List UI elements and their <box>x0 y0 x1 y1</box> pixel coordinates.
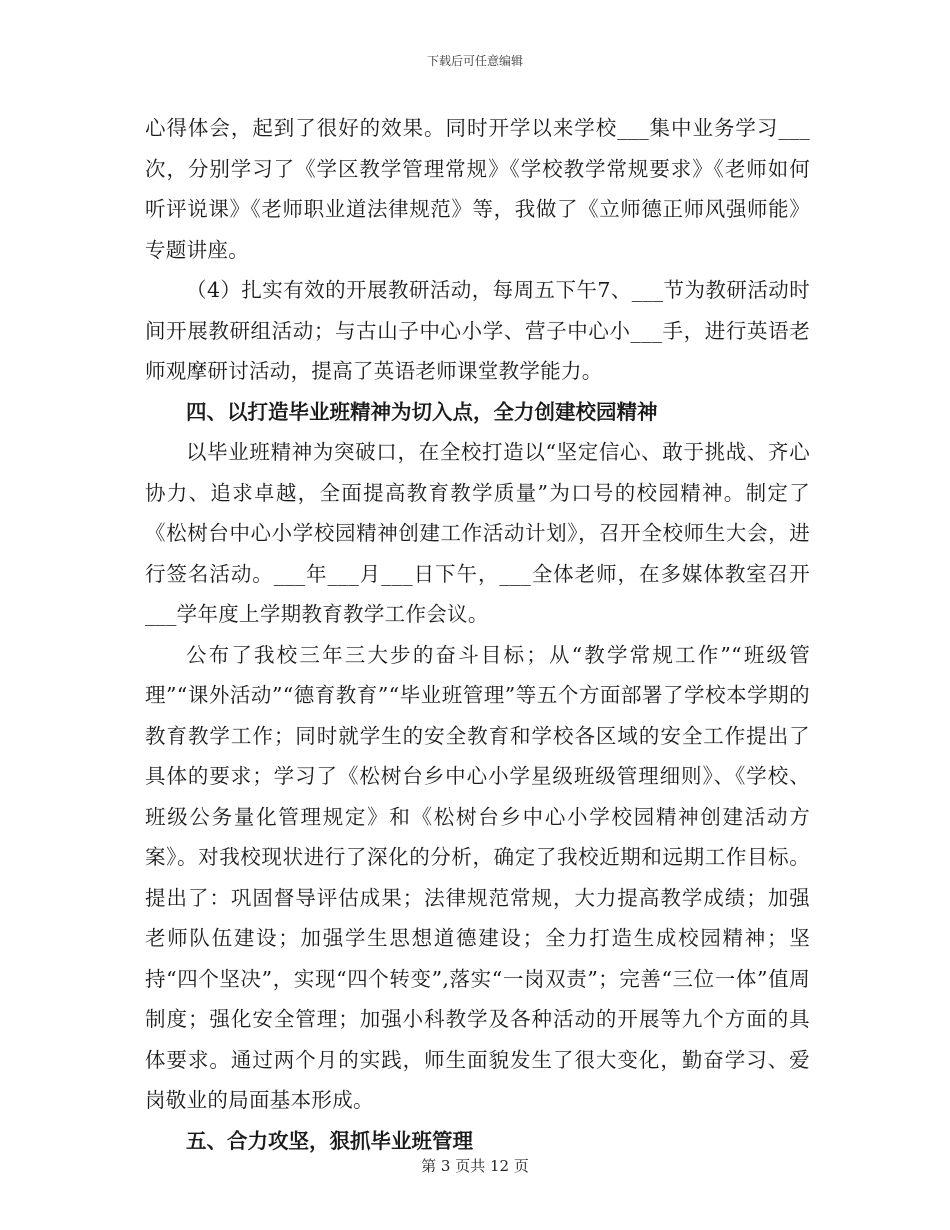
paragraph-campus-spirit: 以毕业班精神为突破口，在全校打造以“坚定信心、敢于挑战、齐心协力、追求卓越，全面提高教育教学质量”为口号的校园精神。制定了《松树台中心小学校园精神创建工作活动计划》，召开全校师生大会，进行签名活动。___年___月___日下午，___全体老师，在多媒体教室召开___学年度上学期教育教学工作会议。 <box>145 440 810 626</box>
paragraph-continuation: 心得体会，起到了很好的效果。同时开学以来学校___集中业务学习___次，分别学习了《学区教学管理常规》《学校教学常规要求》《老师如何听评说课》《老师职业道法律规范》等，我做了《立师德正师风强师能》专题讲座。 <box>145 116 810 262</box>
section-heading-four: 四、以打造毕业班精神为切入点，全力创建校园精神 <box>186 399 658 424</box>
document-body <box>145 108 810 1161</box>
paragraph-goals: 公布了我校三年三大步的奋斗目标；从“教学常规工作”“班级管理”“课外活动”“德育教育”“毕业班管理”等五个方面部署了学校本学期的教育教学工作；同时就学生的安全教育和学校各区域的安全工作提出了具体的要求；学习了《松树台乡中心小学星级班级管理细则》、《学校、班级公务量化管理规定》和《松树台乡中心小学校园精神创建活动方案》。对我校现状进行了深化的分析，确定了我校近期和远期工作目标。提出了：巩固督导评估成果；法律规范常规，大力提高教学成绩；加强老师队伍建设；加强学生思想道德建设；全力打造生成校园精神；坚持“四个坚决”，实现“四个转变”,落实“一岗双责”；完善“三位一体”值周制度；强化安全管理；加强小科教学及各种活动的开展等九个方面的具体要求。通过两个月的实践，师生面貌发生了很大变化，勤奋学习、爱岗敬业的局面基本形成。 <box>145 642 810 1112</box>
paragraph-teaching-research: （4）扎实有效的开展教研活动，每周五下午7、___节为教研活动时间开展教研组活动；与古山子中心小学、营子中心小___手，进行英语老师观摩研讨活动，提高了英语老师课堂教学能力。 <box>145 278 810 383</box>
page-number: 第 3 页共 12 页 <box>421 1157 529 1175</box>
section-heading-five: 五、合力攻坚，狠抓毕业班管理 <box>186 1128 473 1153</box>
page-header: 下载后可任意编辑 <box>426 54 523 68</box>
